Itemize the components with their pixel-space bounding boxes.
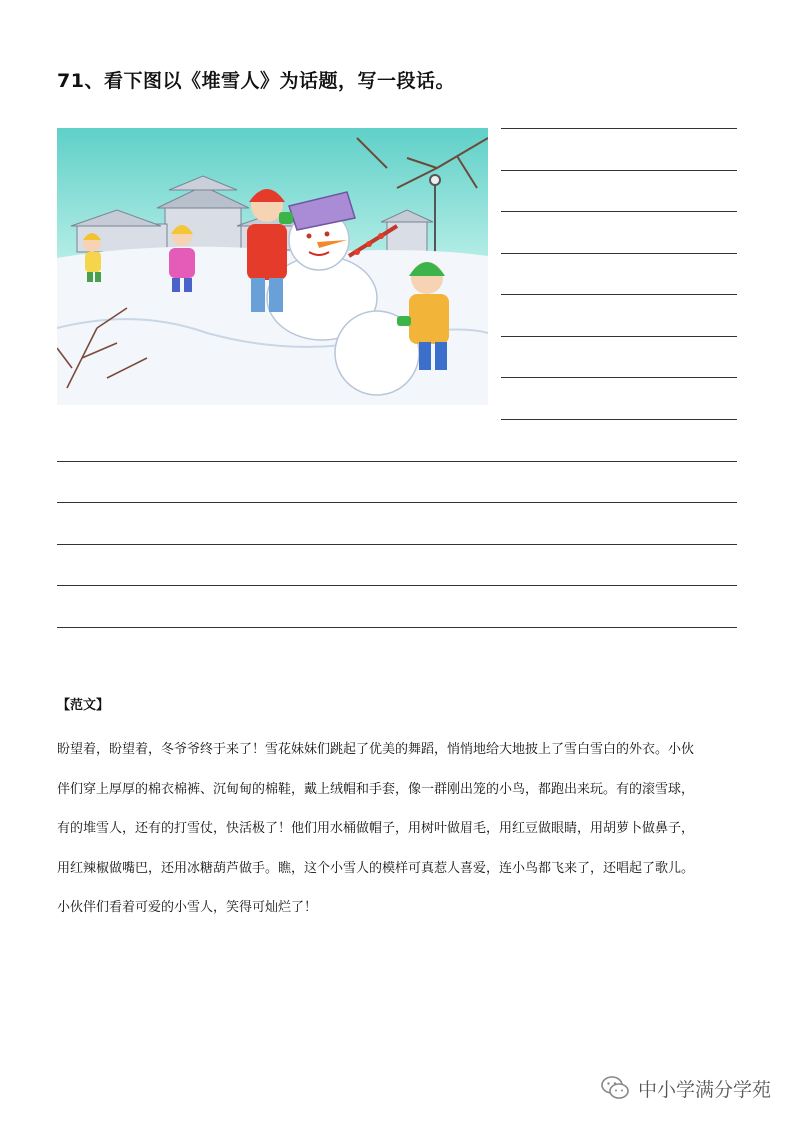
writing-line[interactable] (501, 377, 737, 378)
writing-line[interactable] (57, 502, 737, 503)
essay-line: 用红辣椒做嘴巴，还用冰糖葫芦做手。瞧，这个小雪人的模样可真惹人喜爱，连小鸟都飞来了，还唱起了歌儿。 (57, 860, 695, 876)
essay-line: 有的堆雪人，还有的打雪仗，快活极了！他们用水桶做帽子，用树叶做眉毛，用红豆做眼睛，用胡萝卜做鼻子， (57, 821, 695, 836)
illustration-svg (57, 128, 488, 405)
snowman-scene-illustration (57, 128, 488, 405)
sample-essay-heading: 【范文】 (57, 698, 110, 713)
essay-line: 盼望着，盼望着，冬爷爷终于来了！雪花妹妹们跳起了优美的舞蹈，悄悄地给大地披上了雪白雪白的外衣。小伙 (57, 742, 695, 757)
writing-line[interactable] (501, 253, 737, 254)
writing-line[interactable] (501, 294, 737, 295)
essay-line: 小伙伴们看着可爱的小雪人，笑得可灿烂了！ (57, 900, 318, 915)
writing-line[interactable] (501, 170, 737, 171)
writing-line[interactable] (57, 585, 737, 586)
watermark-text: 中小学满分学苑 (638, 1078, 772, 1101)
essay-line: 伴们穿上厚厚的棉衣棉裤、沉甸甸的棉鞋，戴上绒帽和手套，像一群刚出笼的小鸟，都跑出来玩。有的滚雪球， (57, 781, 695, 797)
writing-line[interactable] (501, 336, 737, 337)
writing-line[interactable] (501, 211, 737, 212)
wechat-icon (600, 1075, 630, 1101)
source-watermark (600, 1072, 771, 1104)
question-title: 71、看下图以《堆雪人》为话题，写一段话。 (57, 70, 455, 92)
writing-line[interactable] (501, 128, 737, 129)
writing-line[interactable] (57, 461, 737, 462)
sample-essay (57, 730, 747, 928)
writing-line[interactable] (501, 419, 737, 420)
writing-line[interactable] (57, 627, 737, 628)
writing-line[interactable] (57, 544, 737, 545)
